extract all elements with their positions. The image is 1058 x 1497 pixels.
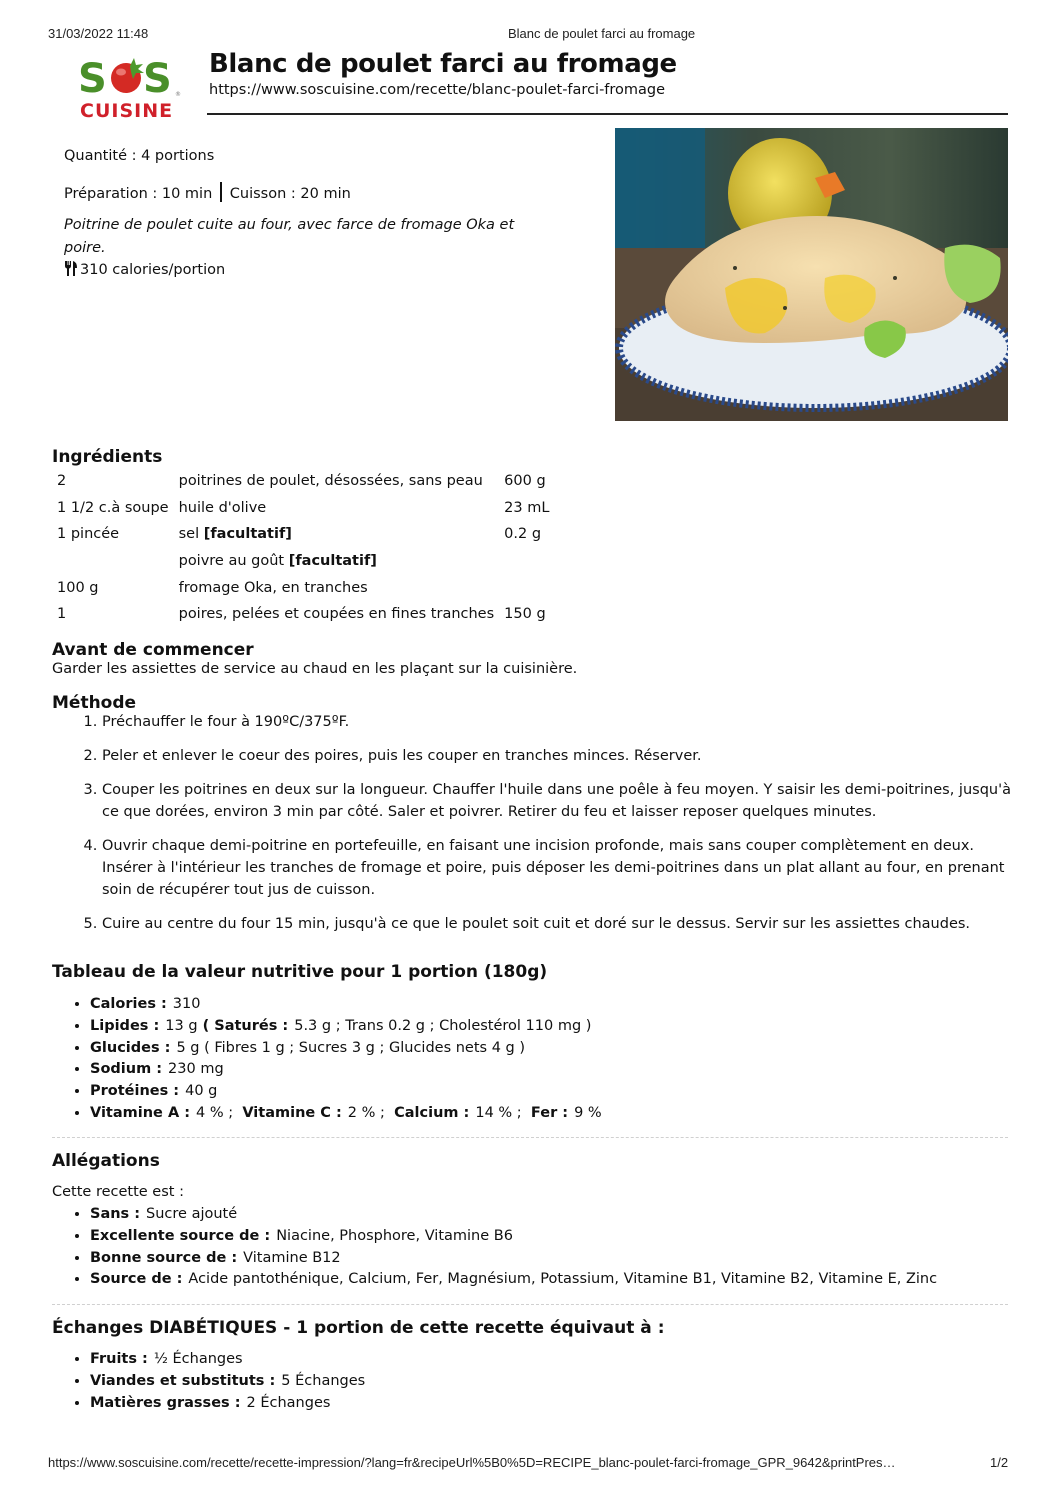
cutlery-icon — [64, 261, 78, 276]
times — [64, 182, 351, 202]
svg-text:®: ® — [175, 91, 181, 98]
method-steps — [52, 711, 1012, 947]
svg-text:S: S — [143, 56, 172, 102]
ingredient-row — [52, 548, 554, 575]
claim-item: • Bonne source de : Vitamine B12 — [90, 1248, 1040, 1270]
ingredient-metric: 150 g — [504, 606, 546, 623]
method-step: 1. Préchauffer le four à 190ºC/375ºF. — [102, 711, 1012, 733]
calories-line — [64, 261, 225, 278]
claims-list — [52, 1204, 1040, 1291]
claim-item: • Sans : Sucre ajouté — [90, 1204, 1040, 1226]
nutrition-calories: • Calories : 310 — [90, 994, 1040, 1016]
ingredients-table — [52, 468, 554, 628]
recipe-description: Poitrine de poulet cuite au four, avec farce de fromage Oka et poire. — [64, 217, 515, 256]
ingredient-row — [52, 521, 554, 548]
ingredient-quantity: 1 pincée — [57, 526, 120, 543]
ingredients-heading: Ingrédients — [52, 447, 163, 467]
recipe-photo — [615, 128, 1008, 421]
ingredient-quantity: 1 — [57, 606, 67, 623]
recipe-title: Blanc de poulet farci au fromage — [209, 49, 677, 79]
nutrition-list — [52, 994, 1040, 1125]
section-divider — [52, 1304, 1008, 1305]
claims-intro: Cette recette est : — [52, 1184, 184, 1200]
print-page-title: Blanc de poulet farci au fromage — [508, 26, 696, 41]
ingredient-name: poitrines de poulet, désossées, sans peau — [178, 473, 483, 490]
sos-cuisine-logo[interactable] — [78, 52, 188, 122]
ingredient-row — [52, 495, 554, 522]
method-step: 2. Peler et enlever le coeur des poires, puis les couper en tranches minces. Réserver. — [102, 745, 1012, 767]
section-divider — [52, 1137, 1008, 1138]
ingredient-metric — [499, 574, 554, 601]
title-divider — [207, 113, 1008, 115]
ingredient-name: poivre au goût [facultatif] — [178, 553, 377, 570]
print-footer-url: https://www.soscuisine.com/recette/recette-impression/?lang=fr&recipeUrl%5B0%5D=RECIPE_blanc-poulet-farci-fromage_GPR_9642&printPres… — [48, 1455, 896, 1470]
diabetic-item: • Matières grasses : 2 Échanges — [90, 1393, 1040, 1415]
diabetic-list — [52, 1349, 1040, 1414]
recipe-url[interactable]: https://www.soscuisine.com/recette/blanc-poulet-farci-fromage — [209, 82, 666, 98]
method-step: 5. Cuire au centre du four 15 min, jusqu'à ce que le poulet soit cuit et doré sur le dessus. Servir sur les assiettes chaudes. — [102, 913, 1012, 935]
ingredient-name: sel [facultatif] — [178, 526, 292, 543]
ingredient-metric — [499, 548, 554, 575]
claims-heading: Allégations — [52, 1151, 160, 1171]
ingredient-row — [52, 468, 554, 495]
claim-item: • Source de : Acide pantothénique, Calcium, Fer, Magnésium, Potassium, Vitamine B1, Vitamine B2, Vitamine E, Zinc — [90, 1269, 1040, 1291]
claim-item: • Excellente source de : Niacine, Phosphore, Vitamine B6 — [90, 1226, 1040, 1248]
nutrition-glucides: • Glucides : 5 g ( Fibres 1 g ; Sucres 3 g ; Glucides nets 4 g ) — [90, 1038, 1040, 1060]
quantity: Quantité : 4 portions — [64, 148, 215, 164]
before-text: Garder les assiettes de service au chaud en les plaçant sur la cuisinière. — [52, 661, 578, 677]
print-page-number: 1/2 — [990, 1455, 1009, 1470]
diabetic-item: • Viandes et substituts : 5 Échanges — [90, 1371, 1040, 1393]
cooking-time: Cuisson : 20 min — [229, 186, 351, 202]
svg-text:CUISINE: CUISINE — [80, 100, 174, 122]
diabetic-item: • Fruits : ½ Échanges — [90, 1349, 1040, 1371]
ingredient-metric: 23 mL — [504, 499, 550, 516]
tomato-icon — [78, 52, 188, 122]
nutrition-heading: Tableau de la valeur nutritive pour 1 portion (180g) — [52, 962, 548, 982]
ingredient-quantity: 100 g — [57, 579, 99, 596]
calories-per-portion: 310 calories/portion — [80, 262, 226, 278]
ingredient-metric: 0.2 g — [504, 526, 542, 543]
nutrition-lipides: • Lipides : 13 g ( Saturés : 5.3 g ; Trans 0.2 g ; Cholestérol 110 mg ) — [90, 1016, 1040, 1038]
ingredient-quantity — [52, 548, 174, 575]
ingredient-row — [52, 574, 554, 601]
print-datetime: 31/03/2022 11:48 — [48, 26, 149, 41]
ingredient-metric: 600 g — [504, 473, 546, 490]
method-step: 4. Ouvrir chaque demi-poitrine en portefeuille, en faisant une incision profonde, mais sans couper complètement en deux. Insérer à l'intérieur les tranches de fromage et poire, puis déposer les demi-poitrines dans un plat allant au four, en prenant soin de récupérer tout jus de cuisson. — [102, 835, 1012, 901]
before-heading: Avant de commencer — [52, 640, 254, 660]
method-heading: Méthode — [52, 693, 137, 713]
method-step: 3. Couper les poitrines en deux sur la longueur. Chauffer l'huile dans une poêle à feu moyen. Y saisir les demi-poitrines, jusqu'à ce que dorées, environ 3 min par côté. Saler et poivrer. Retirer du feu et laisser reposer quelques minutes. — [102, 779, 1012, 823]
ingredient-name: fromage Oka, en tranches — [178, 579, 368, 596]
ingredient-quantity: 1 1/2 c.à soupe — [57, 499, 169, 516]
preparation-time: Préparation : 10 min — [64, 186, 213, 202]
svg-text:S: S — [78, 56, 107, 102]
times-divider — [220, 182, 222, 202]
nutrition-sodium: • Sodium : 230 mg — [90, 1059, 1040, 1081]
nutrition-vitamins: • Vitamine A : 4 % ; Vitamine C : 2 % ; Calcium : 14 % ; Fer : 9 % — [90, 1103, 1040, 1125]
ingredient-row — [52, 601, 554, 628]
ingredient-quantity: 2 — [57, 473, 67, 490]
ingredient-name: poires, pelées et coupées en fines tranches — [178, 606, 495, 623]
nutrition-proteines: • Protéines : 40 g — [90, 1081, 1040, 1103]
diabetic-heading: Échanges DIABÉTIQUES - 1 portion de cette recette équivaut à : — [52, 1318, 665, 1338]
ingredient-name: huile d'olive — [178, 499, 267, 516]
